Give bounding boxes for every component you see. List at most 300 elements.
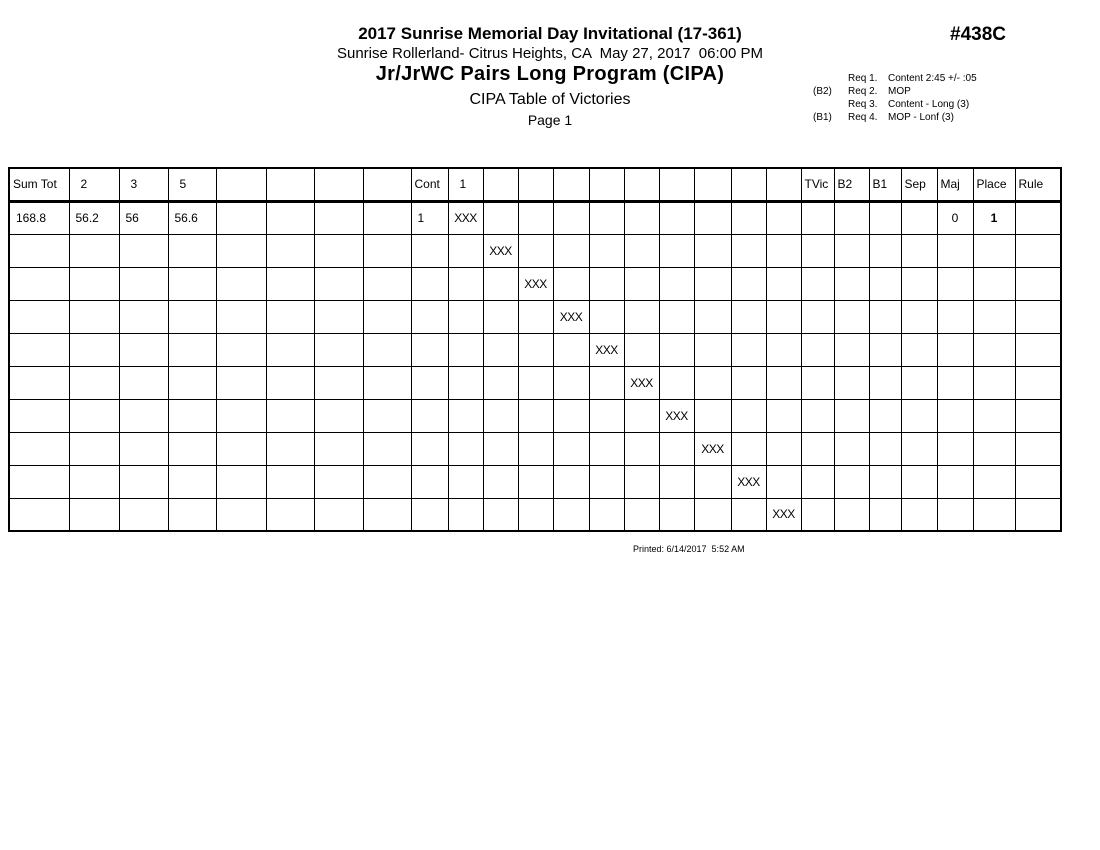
empty-cell [901,498,937,531]
empty-cell [973,300,1015,333]
col-header-maj: Maj [937,168,973,201]
self-cell-xxx: XXX [553,300,589,333]
empty-cell [694,498,731,531]
empty-cell [937,300,973,333]
col-header-tvic: TVic [801,168,834,201]
empty-cell [834,366,869,399]
empty-cell [266,399,314,432]
empty-cell [937,234,973,267]
empty-cell [9,234,69,267]
empty-cell [834,234,869,267]
empty-cell [69,234,119,267]
empty-cell [119,432,168,465]
empty-cell [9,498,69,531]
empty-cell [1015,399,1061,432]
empty-cell [119,300,168,333]
empty-cell [659,267,694,300]
empty-cell [624,333,659,366]
table-row [9,498,1061,531]
empty-cell [483,201,518,234]
req-text: MOP [888,86,911,97]
empty-cell [589,498,624,531]
empty-cell [518,300,553,333]
empty-cell [766,366,801,399]
empty-cell [69,300,119,333]
table-body [9,201,1061,531]
entry-number: #438C [950,24,1006,45]
col-header-empty [483,168,518,201]
empty-cell [659,333,694,366]
empty-cell [694,399,731,432]
table-header [9,168,1061,201]
self-cell-xxx: XXX [624,366,659,399]
empty-cell [168,366,216,399]
empty-cell [973,366,1015,399]
empty-cell [266,366,314,399]
empty-cell [483,432,518,465]
empty-cell [266,201,314,234]
empty-cell [518,432,553,465]
empty-cell [483,366,518,399]
empty-cell [766,432,801,465]
empty-cell [731,201,766,234]
empty-cell [518,465,553,498]
empty-cell [731,300,766,333]
empty-cell [448,267,483,300]
empty-cell [801,432,834,465]
empty-cell [834,267,869,300]
empty-cell [694,201,731,234]
empty-cell [216,300,266,333]
empty-cell [553,432,589,465]
empty-cell [314,498,363,531]
empty-cell [518,333,553,366]
empty-cell [624,300,659,333]
empty-cell [869,465,901,498]
empty-cell [937,498,973,531]
empty-cell [1015,465,1061,498]
empty-cell [1015,201,1061,234]
empty-cell [9,300,69,333]
empty-cell [659,201,694,234]
empty-cell [869,234,901,267]
empty-cell [659,300,694,333]
empty-cell [9,432,69,465]
empty-cell [216,432,266,465]
empty-cell [518,498,553,531]
empty-cell [901,201,937,234]
req-label: Req 4. [848,112,878,123]
empty-cell [834,432,869,465]
self-cell-xxx: XXX [448,201,483,234]
empty-cell [589,432,624,465]
empty-cell [659,234,694,267]
empty-cell [553,399,589,432]
empty-cell [363,498,411,531]
req-label: Req 2. [848,86,878,97]
empty-cell [168,267,216,300]
empty-cell [766,399,801,432]
empty-cell [9,267,69,300]
table-of-victories [8,167,1062,532]
empty-cell [937,399,973,432]
empty-cell [624,267,659,300]
value-cell: 1 [973,201,1015,234]
empty-cell [834,465,869,498]
empty-cell [624,432,659,465]
self-cell-xxx: XXX [694,432,731,465]
empty-cell [448,366,483,399]
table-row [9,201,1061,234]
empty-cell [168,399,216,432]
col-header-b2: B2 [834,168,869,201]
empty-cell [216,333,266,366]
empty-cell [766,267,801,300]
empty-cell [314,201,363,234]
empty-cell [1015,498,1061,531]
empty-cell [973,267,1015,300]
empty-cell [266,432,314,465]
empty-cell [448,432,483,465]
col-header-empty [363,168,411,201]
empty-cell [411,366,448,399]
self-cell-xxx: XXX [731,465,766,498]
empty-cell [973,432,1015,465]
empty-cell [448,399,483,432]
empty-cell [589,267,624,300]
empty-cell [483,498,518,531]
self-cell-xxx: XXX [659,399,694,432]
empty-cell [694,333,731,366]
empty-cell [1015,267,1061,300]
empty-cell [483,465,518,498]
value-cell: 56.2 [69,201,119,234]
col-header-empty [216,168,266,201]
empty-cell [411,498,448,531]
empty-cell [901,366,937,399]
col-header-sum-tot: Sum Tot [9,168,69,201]
empty-cell [973,399,1015,432]
table-row [9,333,1061,366]
empty-cell [363,201,411,234]
empty-cell [168,234,216,267]
empty-cell [766,333,801,366]
empty-cell [363,333,411,366]
empty-cell [363,267,411,300]
empty-cell [901,234,937,267]
empty-cell [834,498,869,531]
empty-cell [901,465,937,498]
table-row [9,267,1061,300]
col-header-cont: Cont [411,168,448,201]
empty-cell [731,267,766,300]
table-row [9,399,1061,432]
empty-cell [801,399,834,432]
empty-cell [731,498,766,531]
empty-cell [659,366,694,399]
empty-cell [624,201,659,234]
requirement-line [813,111,977,124]
empty-cell [869,333,901,366]
empty-cell [69,333,119,366]
col-header-rule: Rule [1015,168,1061,201]
col-header-sep: Sep [901,168,937,201]
empty-cell [801,234,834,267]
empty-cell [483,267,518,300]
table-row [9,234,1061,267]
empty-cell [801,498,834,531]
report-subtitle: CIPA Table of Victories [469,91,631,108]
empty-cell [731,333,766,366]
empty-cell [518,201,553,234]
req-prefix: (B1) [813,112,832,123]
empty-cell [266,498,314,531]
empty-cell [363,234,411,267]
empty-cell [216,366,266,399]
empty-cell [1015,300,1061,333]
empty-cell [834,201,869,234]
col-header-1: 1 [448,168,483,201]
event-title: Jr/JrWC Pairs Long Program (CIPA) [375,63,725,85]
empty-cell [589,399,624,432]
empty-cell [448,465,483,498]
empty-cell [9,465,69,498]
empty-cell [589,300,624,333]
empty-cell [1015,333,1061,366]
empty-cell [973,234,1015,267]
requirement-line [813,72,977,85]
empty-cell [869,201,901,234]
empty-cell [834,300,869,333]
empty-cell [168,465,216,498]
empty-cell [216,267,266,300]
self-cell-xxx: XXX [518,267,553,300]
self-cell-xxx: XXX [766,498,801,531]
empty-cell [694,366,731,399]
empty-cell [937,333,973,366]
empty-cell [766,300,801,333]
table-row [9,366,1061,399]
empty-cell [216,465,266,498]
empty-cell [9,366,69,399]
empty-cell [801,267,834,300]
col-header-2: 2 [69,168,119,201]
empty-cell [973,333,1015,366]
empty-cell [901,399,937,432]
empty-cell [314,267,363,300]
empty-cell [659,498,694,531]
empty-cell [766,234,801,267]
empty-cell [119,399,168,432]
col-header-5: 5 [168,168,216,201]
empty-cell [119,366,168,399]
empty-cell [553,201,589,234]
empty-cell [119,234,168,267]
empty-cell [731,399,766,432]
col-header-empty [766,168,801,201]
empty-cell [314,432,363,465]
empty-cell [9,333,69,366]
empty-cell [216,498,266,531]
empty-cell [901,432,937,465]
empty-cell [937,432,973,465]
empty-cell [973,498,1015,531]
empty-cell [69,267,119,300]
value-cell: 168.8 [9,201,69,234]
req-prefix [813,72,848,85]
empty-cell [69,399,119,432]
requirements-list [813,72,977,124]
empty-cell [448,498,483,531]
empty-cell [363,399,411,432]
empty-cell [869,267,901,300]
empty-cell [553,498,589,531]
empty-cell [119,333,168,366]
empty-cell [448,333,483,366]
empty-cell [1015,234,1061,267]
empty-cell [483,399,518,432]
empty-cell [168,432,216,465]
col-header-empty [266,168,314,201]
empty-cell [216,399,266,432]
empty-cell [9,399,69,432]
col-header-empty [731,168,766,201]
empty-cell [624,399,659,432]
empty-cell [518,234,553,267]
empty-cell [624,465,659,498]
empty-cell [411,465,448,498]
empty-cell [168,333,216,366]
empty-cell [766,201,801,234]
col-header-empty [314,168,363,201]
empty-cell [901,333,937,366]
empty-cell [553,333,589,366]
empty-cell [363,366,411,399]
empty-cell [694,267,731,300]
req-prefix [813,98,848,111]
empty-cell [69,465,119,498]
empty-cell [766,465,801,498]
col-header-empty [589,168,624,201]
empty-cell [624,498,659,531]
empty-cell [314,333,363,366]
venue-date-line: Sunrise Rollerland- Citrus Heights, CA May 27, 2017 06:00 PM [336,45,764,62]
col-header-place: Place [973,168,1015,201]
empty-cell [589,465,624,498]
empty-cell [589,366,624,399]
empty-cell [731,432,766,465]
printed-timestamp: Printed: 6/14/2017 5:52 AM [633,544,745,554]
empty-cell [801,366,834,399]
empty-cell [659,432,694,465]
empty-cell [314,300,363,333]
empty-cell [266,267,314,300]
self-cell-xxx: XXX [589,333,624,366]
empty-cell [69,366,119,399]
empty-cell [589,234,624,267]
self-cell-xxx: XXX [483,234,518,267]
empty-cell [869,366,901,399]
empty-cell [937,465,973,498]
empty-cell [168,498,216,531]
req-text: Content - Long (3) [888,99,970,110]
empty-cell [266,465,314,498]
empty-cell [216,234,266,267]
empty-cell [168,300,216,333]
empty-cell [411,432,448,465]
value-cell: 1 [411,201,448,234]
empty-cell [731,234,766,267]
empty-cell [1015,432,1061,465]
empty-cell [411,234,448,267]
page-number: Page 1 [527,112,573,128]
req-prefix: (B2) [813,86,832,97]
empty-cell [901,267,937,300]
empty-cell [314,399,363,432]
empty-cell [801,333,834,366]
empty-cell [69,432,119,465]
requirement-line [813,85,977,98]
empty-cell [266,300,314,333]
col-header-empty [659,168,694,201]
empty-cell [901,300,937,333]
empty-cell [937,267,973,300]
empty-cell [411,333,448,366]
empty-cell [624,234,659,267]
empty-cell [483,300,518,333]
empty-cell [553,465,589,498]
empty-cell [834,333,869,366]
empty-cell [411,267,448,300]
empty-cell [518,366,553,399]
empty-cell [411,399,448,432]
empty-cell [483,333,518,366]
empty-cell [411,300,448,333]
empty-cell [694,300,731,333]
empty-cell [1015,366,1061,399]
empty-cell [801,201,834,234]
empty-cell [589,201,624,234]
col-header-empty [518,168,553,201]
empty-cell [553,366,589,399]
empty-cell [266,333,314,366]
empty-cell [119,498,168,531]
col-header-3: 3 [119,168,168,201]
empty-cell [363,432,411,465]
col-header-empty [553,168,589,201]
col-header-empty [624,168,659,201]
empty-cell [937,366,973,399]
empty-cell [834,399,869,432]
empty-cell [801,300,834,333]
req-label: Req 3. [848,99,878,110]
value-cell: 0 [937,201,973,234]
empty-cell [363,465,411,498]
empty-cell [119,465,168,498]
empty-cell [314,234,363,267]
value-cell: 56.6 [168,201,216,234]
empty-cell [314,465,363,498]
empty-cell [694,234,731,267]
table-row [9,432,1061,465]
empty-cell [801,465,834,498]
table-header-row [9,168,1061,201]
value-cell: 56 [119,201,168,234]
req-text: MOP - Lonf (3) [888,112,954,123]
empty-cell [363,300,411,333]
empty-cell [69,498,119,531]
empty-cell [448,234,483,267]
